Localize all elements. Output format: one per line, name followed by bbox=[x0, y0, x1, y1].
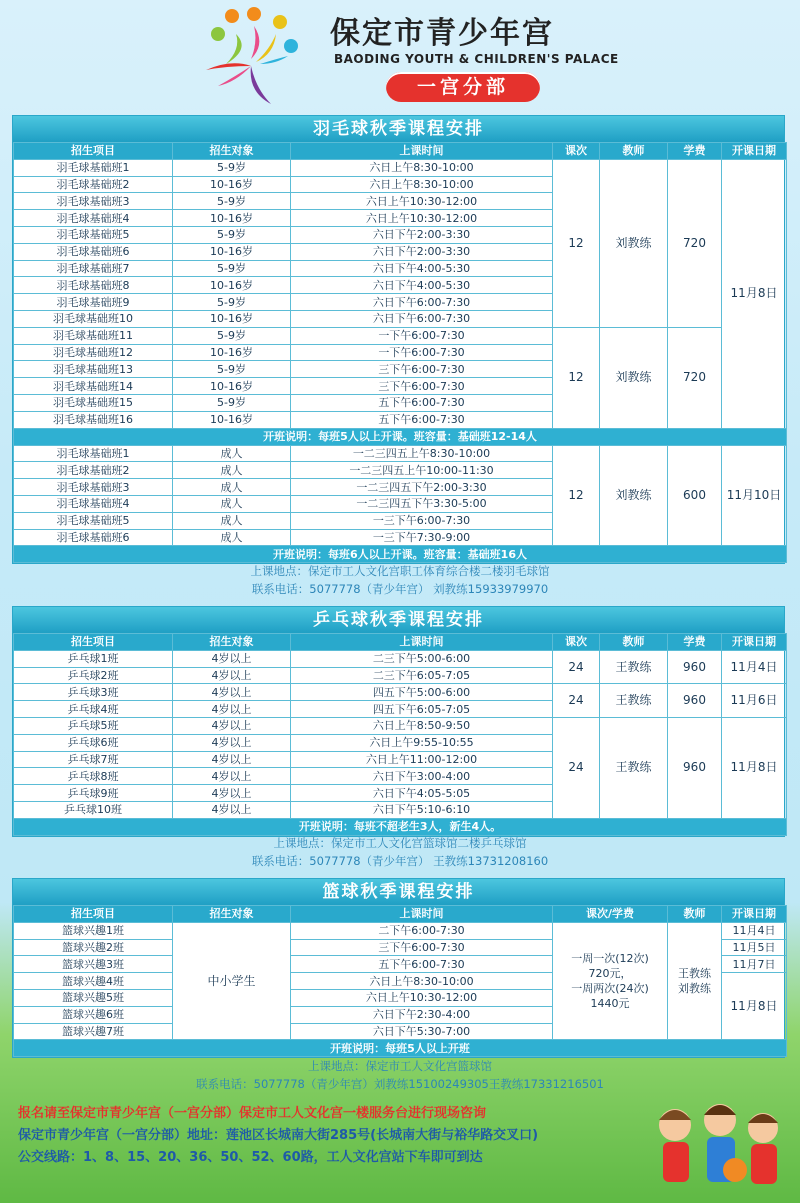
course-name: 羽毛球基础班2 bbox=[14, 462, 173, 479]
badminton-contact: 联系电话：5077778（青少年宫） 刘教练15933979970 bbox=[251, 582, 549, 596]
course-name: 羽毛球基础班3 bbox=[14, 193, 173, 210]
course-target: 成人 bbox=[173, 529, 291, 546]
course-fee: 720 bbox=[668, 159, 722, 327]
course-time: 六日下午4:00-5:30 bbox=[291, 277, 553, 294]
course-start: 11月4日 bbox=[722, 922, 787, 939]
pingpong-contact: 联系电话：5077778（青少年宫） 王教练13731208160 bbox=[251, 854, 549, 868]
col-header: 招生项目 bbox=[14, 906, 173, 923]
course-fee: 960 bbox=[668, 684, 722, 718]
course-target: 成人 bbox=[173, 462, 291, 479]
badminton-rows-c bbox=[14, 445, 787, 546]
course-target: 10-16岁 bbox=[173, 176, 291, 193]
course-time: 六日上午11:00-12:00 bbox=[291, 751, 553, 768]
badminton-note-a: 开班说明：每班5人以上开课。班容量：基础班12-14人 bbox=[14, 428, 787, 445]
course-time: 一二三四五下午2:00-3:30 bbox=[291, 479, 553, 496]
pingpong-section bbox=[12, 606, 785, 837]
table-row bbox=[14, 684, 787, 701]
course-time: 六日上午8:50-9:50 bbox=[291, 717, 553, 734]
course-time: 一三下午6:00-7:30 bbox=[291, 512, 553, 529]
pingpong-rows bbox=[14, 650, 787, 818]
col-header: 招生项目 bbox=[14, 143, 173, 160]
course-target: 10-16岁 bbox=[173, 210, 291, 227]
course-time: 二下午6:00-7:30 bbox=[291, 922, 553, 939]
course-fee: 960 bbox=[668, 717, 722, 818]
course-target: 10-16岁 bbox=[173, 378, 291, 395]
course-name: 羽毛球基础班10 bbox=[14, 310, 173, 327]
teacher-name: 王教练 bbox=[678, 967, 711, 981]
course-time: 一二三四五上午8:30-10:00 bbox=[291, 445, 553, 462]
course-sessions: 24 bbox=[553, 650, 600, 684]
course-target: 10-16岁 bbox=[173, 344, 291, 361]
course-time: 三下午6:00-7:30 bbox=[291, 939, 553, 956]
col-header: 教师 bbox=[668, 906, 722, 923]
course-time: 六日下午4:00-5:30 bbox=[291, 260, 553, 277]
course-fee: 720 bbox=[668, 327, 722, 428]
course-start: 11月4日 bbox=[722, 650, 787, 684]
course-name: 乒乓球7班 bbox=[14, 751, 173, 768]
course-time: 六日下午5:30-7:00 bbox=[291, 1023, 553, 1040]
course-target: 5-9岁 bbox=[173, 159, 291, 176]
course-time: 六日下午2:00-3:30 bbox=[291, 226, 553, 243]
course-name: 羽毛球基础班16 bbox=[14, 411, 173, 428]
course-name: 羽毛球基础班1 bbox=[14, 159, 173, 176]
course-name: 羽毛球基础班12 bbox=[14, 344, 173, 361]
course-time: 六日下午5:10-6:10 bbox=[291, 801, 553, 818]
course-name: 羽毛球基础班6 bbox=[14, 243, 173, 260]
badminton-title: 羽毛球秋季课程安排 bbox=[13, 116, 784, 142]
course-name: 羽毛球基础班8 bbox=[14, 277, 173, 294]
course-name: 羽毛球基础班6 bbox=[14, 529, 173, 546]
fee-line: 一周一次(12次) bbox=[571, 952, 649, 966]
col-header: 招生项目 bbox=[14, 634, 173, 651]
course-time: 三下午6:00-7:30 bbox=[291, 361, 553, 378]
course-sessions: 24 bbox=[553, 717, 600, 818]
course-time: 五下午6:00-7:30 bbox=[291, 411, 553, 428]
branch-badge: 一宫分部 bbox=[386, 72, 540, 102]
course-time: 二三下午5:00-6:00 bbox=[291, 650, 553, 667]
pingpong-title: 乒乓球秋季课程安排 bbox=[13, 607, 784, 633]
basketball-title: 篮球秋季课程安排 bbox=[13, 879, 784, 905]
course-target: 5-9岁 bbox=[173, 327, 291, 344]
course-name: 羽毛球基础班4 bbox=[14, 495, 173, 512]
col-header: 教师 bbox=[600, 143, 668, 160]
palace-title-en: BAODING YOUTH & CHILDREN'S PALACE bbox=[334, 52, 619, 66]
course-teacher: 王教练 bbox=[600, 650, 668, 684]
course-time: 六日上午10:30-12:00 bbox=[291, 210, 553, 227]
table-row bbox=[14, 650, 787, 667]
course-name: 篮球兴趣1班 bbox=[14, 922, 173, 939]
table-row bbox=[14, 922, 787, 939]
course-name: 羽毛球基础班1 bbox=[14, 445, 173, 462]
badminton-location: 上课地点：保定市工人文化宫职工体育综合楼二楼羽毛球馆 bbox=[250, 564, 550, 578]
footer-bus: 公交线路：1、8、15、20、36、50、52、60路，工人文化宫站下车即可到达 bbox=[18, 1150, 483, 1165]
course-target: 10-16岁 bbox=[173, 411, 291, 428]
course-time: 四五下午6:05-7:05 bbox=[291, 701, 553, 718]
course-target: 4岁以上 bbox=[173, 768, 291, 785]
course-name: 乒乓球8班 bbox=[14, 768, 173, 785]
table-row bbox=[14, 717, 787, 734]
col-header: 上课时间 bbox=[291, 906, 553, 923]
course-time: 六日下午3:00-4:00 bbox=[291, 768, 553, 785]
footer-info bbox=[18, 1103, 628, 1169]
course-name: 羽毛球基础班4 bbox=[14, 210, 173, 227]
course-target: 4岁以上 bbox=[173, 734, 291, 751]
course-name: 羽毛球基础班3 bbox=[14, 479, 173, 496]
course-fee: 960 bbox=[668, 650, 722, 684]
course-name: 乒乓球5班 bbox=[14, 717, 173, 734]
course-name: 乒乓球10班 bbox=[14, 801, 173, 818]
course-time: 五下午6:00-7:30 bbox=[291, 956, 553, 973]
course-target: 4岁以上 bbox=[173, 684, 291, 701]
col-header: 上课时间 bbox=[291, 634, 553, 651]
course-time: 六日下午2:30-4:00 bbox=[291, 1006, 553, 1023]
course-target: 成人 bbox=[173, 445, 291, 462]
course-start: 11月10日 bbox=[722, 445, 787, 546]
course-name: 篮球兴趣3班 bbox=[14, 956, 173, 973]
course-time: 一三下午7:30-9:00 bbox=[291, 529, 553, 546]
course-target: 成人 bbox=[173, 495, 291, 512]
col-header: 学费 bbox=[668, 634, 722, 651]
course-teacher: 王教练 bbox=[600, 684, 668, 718]
course-name: 羽毛球基础班9 bbox=[14, 294, 173, 311]
table-row bbox=[14, 327, 787, 344]
course-name: 乒乓球9班 bbox=[14, 785, 173, 802]
basketball-location: 上课地点：保定市工人文化宫篮球馆 bbox=[308, 1059, 492, 1073]
course-teacher bbox=[668, 922, 722, 1040]
course-name: 羽毛球基础班15 bbox=[14, 394, 173, 411]
course-name: 篮球兴趣5班 bbox=[14, 989, 173, 1006]
col-header: 开课日期 bbox=[722, 143, 787, 160]
course-target: 4岁以上 bbox=[173, 717, 291, 734]
pingpong-note: 开班说明：每班不超老生3人，新生4人。 bbox=[14, 818, 787, 835]
course-name: 乒乓球6班 bbox=[14, 734, 173, 751]
course-time: 六日下午6:00-7:30 bbox=[291, 310, 553, 327]
course-time: 一下午6:00-7:30 bbox=[291, 344, 553, 361]
course-name: 乒乓球1班 bbox=[14, 650, 173, 667]
course-name: 篮球兴趣2班 bbox=[14, 939, 173, 956]
course-time: 六日上午9:55-10:55 bbox=[291, 734, 553, 751]
badminton-section bbox=[12, 115, 785, 564]
course-target: 10-16岁 bbox=[173, 310, 291, 327]
course-target: 中小学生 bbox=[173, 922, 291, 1040]
course-teacher: 刘教练 bbox=[600, 327, 668, 428]
course-target: 10-16岁 bbox=[173, 277, 291, 294]
col-header: 课次 bbox=[553, 634, 600, 651]
course-teacher: 刘教练 bbox=[600, 159, 668, 327]
course-fee bbox=[553, 922, 668, 1040]
badminton-rows-a bbox=[14, 159, 787, 428]
col-header: 招生对象 bbox=[173, 634, 291, 651]
course-time: 六日上午8:30-10:00 bbox=[291, 973, 553, 990]
course-name: 乒乓球3班 bbox=[14, 684, 173, 701]
badminton-table bbox=[13, 142, 787, 563]
course-teacher: 刘教练 bbox=[600, 445, 668, 546]
fee-line: 720元， bbox=[588, 967, 632, 981]
basketball-note: 开班说明：每班5人以上开班 bbox=[14, 1040, 787, 1057]
course-time: 四五下午5:00-6:00 bbox=[291, 684, 553, 701]
course-time: 一二三四五下午3:30-5:00 bbox=[291, 495, 553, 512]
basketball-table bbox=[13, 905, 787, 1057]
course-target: 4岁以上 bbox=[173, 785, 291, 802]
course-name: 乒乓球2班 bbox=[14, 667, 173, 684]
course-sessions: 24 bbox=[553, 684, 600, 718]
col-header: 开课日期 bbox=[722, 906, 787, 923]
course-sessions: 12 bbox=[553, 159, 600, 327]
course-start: 11月6日 bbox=[722, 684, 787, 718]
course-name: 羽毛球基础班7 bbox=[14, 260, 173, 277]
course-name: 篮球兴趣7班 bbox=[14, 1023, 173, 1040]
course-name: 羽毛球基础班5 bbox=[14, 512, 173, 529]
header bbox=[0, 0, 800, 108]
course-start: 11月5日 bbox=[722, 939, 787, 956]
footer-address: 保定市青少年宫（一宫分部）地址：莲池区长城南大街285号(长城南大街与裕华路交叉口) bbox=[18, 1128, 539, 1143]
course-teacher: 王教练 bbox=[600, 717, 668, 818]
course-name: 羽毛球基础班11 bbox=[14, 327, 173, 344]
course-target: 5-9岁 bbox=[173, 226, 291, 243]
course-time: 六日下午2:00-3:30 bbox=[291, 243, 553, 260]
basketball-contact: 联系电话：5077778（青少年宫）刘教练15100249305王教练17331216501 bbox=[196, 1077, 604, 1091]
course-time: 二三下午6:05-7:05 bbox=[291, 667, 553, 684]
course-target: 4岁以上 bbox=[173, 650, 291, 667]
course-time: 一下午6:00-7:30 bbox=[291, 327, 553, 344]
course-target: 5-9岁 bbox=[173, 193, 291, 210]
col-header: 开课日期 bbox=[722, 634, 787, 651]
table-row bbox=[14, 159, 787, 176]
badminton-note-c: 开班说明：每班6人以上开课。班容量：基础班16人 bbox=[14, 546, 787, 563]
fee-line: 1440元 bbox=[590, 997, 630, 1011]
course-fee: 600 bbox=[668, 445, 722, 546]
kids-illustration bbox=[635, 1090, 795, 1200]
course-target: 5-9岁 bbox=[173, 260, 291, 277]
col-header: 招生对象 bbox=[173, 143, 291, 160]
course-target: 5-9岁 bbox=[173, 294, 291, 311]
course-target: 成人 bbox=[173, 479, 291, 496]
col-header: 课次/学费 bbox=[553, 906, 668, 923]
course-target: 4岁以上 bbox=[173, 667, 291, 684]
course-time: 三下午6:00-7:30 bbox=[291, 378, 553, 395]
col-header: 上课时间 bbox=[291, 143, 553, 160]
course-time: 六日下午4:05-5:05 bbox=[291, 785, 553, 802]
course-sessions: 12 bbox=[553, 327, 600, 428]
col-header: 招生对象 bbox=[173, 906, 291, 923]
table-row bbox=[14, 445, 787, 462]
course-target: 5-9岁 bbox=[173, 361, 291, 378]
course-time: 一二三四五上午10:00-11:30 bbox=[291, 462, 553, 479]
course-target: 4岁以上 bbox=[173, 801, 291, 818]
course-name: 篮球兴趣4班 bbox=[14, 973, 173, 990]
course-target: 5-9岁 bbox=[173, 394, 291, 411]
course-start: 11月8日 bbox=[722, 973, 787, 1040]
teacher-name: 刘教练 bbox=[678, 982, 711, 996]
course-time: 六日上午8:30-10:00 bbox=[291, 176, 553, 193]
course-target: 10-16岁 bbox=[173, 243, 291, 260]
course-name: 羽毛球基础班2 bbox=[14, 176, 173, 193]
fee-line: 一周两次(24次) bbox=[571, 982, 649, 996]
col-header: 教师 bbox=[600, 634, 668, 651]
course-time: 五下午6:00-7:30 bbox=[291, 394, 553, 411]
course-name: 乒乓球4班 bbox=[14, 701, 173, 718]
basketball-section bbox=[12, 878, 785, 1058]
course-sessions: 12 bbox=[553, 445, 600, 546]
basketball-rows bbox=[14, 922, 787, 1040]
course-name: 羽毛球基础班5 bbox=[14, 226, 173, 243]
col-header: 学费 bbox=[668, 143, 722, 160]
pingpong-table bbox=[13, 633, 787, 836]
course-name: 篮球兴趣6班 bbox=[14, 1006, 173, 1023]
course-target: 4岁以上 bbox=[173, 751, 291, 768]
course-name: 羽毛球基础班13 bbox=[14, 361, 173, 378]
palace-title: 保定市青少年宫 bbox=[330, 16, 554, 51]
course-start: 11月7日 bbox=[722, 956, 787, 973]
pingpong-location: 上课地点：保定市工人文化宫篮球馆二楼乒乓球馆 bbox=[273, 836, 527, 850]
course-start: 11月8日 bbox=[722, 717, 787, 818]
course-time: 六日上午10:30-12:00 bbox=[291, 193, 553, 210]
course-time: 六日上午10:30-12:00 bbox=[291, 989, 553, 1006]
course-time: 六日下午6:00-7:30 bbox=[291, 294, 553, 311]
col-header: 课次 bbox=[553, 143, 600, 160]
footer-signup: 报名请至保定市青少年宫（一宫分部）保定市工人文化宫一楼服务台进行现场咨询 bbox=[18, 1106, 487, 1121]
course-name: 羽毛球基础班14 bbox=[14, 378, 173, 395]
course-target: 成人 bbox=[173, 512, 291, 529]
course-start: 11月8日 bbox=[722, 159, 787, 428]
course-time: 六日上午8:30-10:00 bbox=[291, 159, 553, 176]
course-target: 4岁以上 bbox=[173, 701, 291, 718]
palace-logo bbox=[196, 4, 306, 108]
